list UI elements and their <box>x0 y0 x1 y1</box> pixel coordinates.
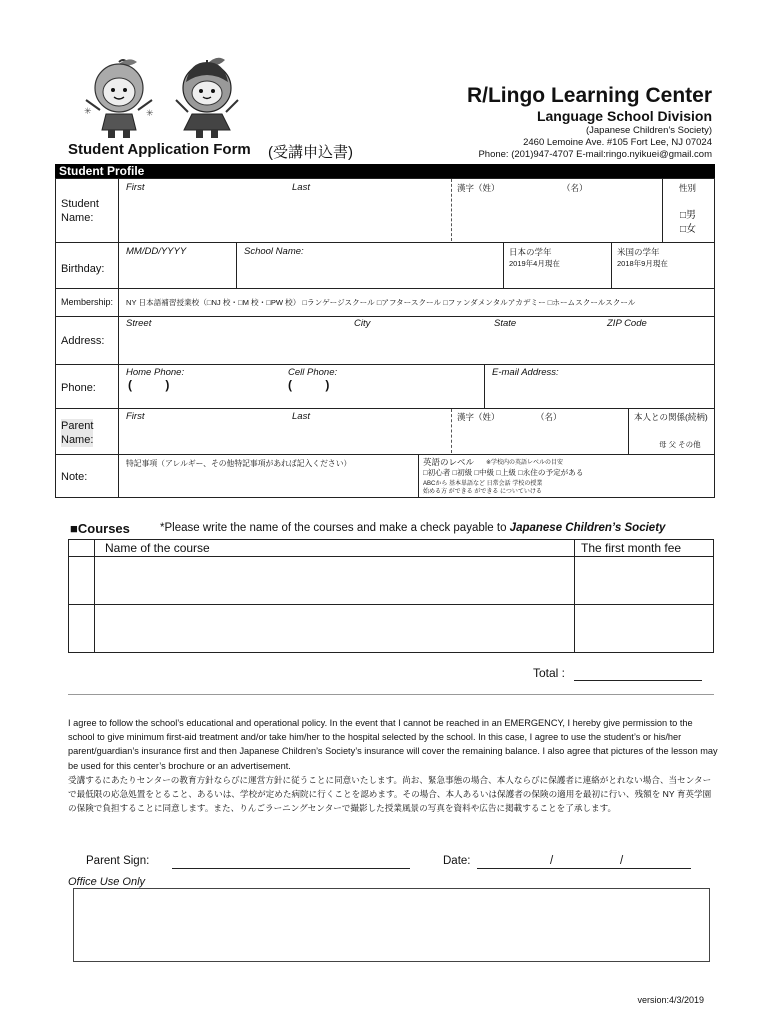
form-title: Student Application Form <box>68 141 251 158</box>
version-label: version:4/3/2019 <box>637 995 704 1005</box>
parent-last-name-field[interactable]: Last <box>292 411 310 422</box>
street-field[interactable]: Street <box>126 318 152 329</box>
parent-kanji-surname-field[interactable]: 漢字（姓） <box>457 412 500 422</box>
note-field[interactable]: 特記事項（アレルギー、その他特記事項があれば記入ください） <box>126 459 352 468</box>
english-level-sub1: ABCから 基本単語など 日常会話 学校の授業 <box>423 481 543 487</box>
address-row <box>56 317 714 365</box>
school-name-field[interactable]: School Name: <box>244 246 304 257</box>
membership-options[interactable]: NY 日本語補習授業校（□NJ 校・□M 校・□PW 校） □ランゲージスクール □アフタースクール □ファンダメンタルアカデミー □ホームスクールスクール <box>126 298 636 307</box>
student-name-label: Student Name: <box>61 198 99 224</box>
jp-grade-field[interactable]: 日本の学年 <box>509 247 552 257</box>
phone-label: Phone: <box>61 382 96 394</box>
course-fee-header: The first month fee <box>581 541 682 555</box>
division-name: Language School Division <box>536 108 712 124</box>
us-grade-field[interactable]: 米国の学年 <box>617 247 660 257</box>
parent-first-name-field[interactable]: First <box>126 411 145 422</box>
date-slash: / <box>620 855 624 867</box>
student-name-row <box>56 179 714 243</box>
svg-text:✳: ✳ <box>146 109 154 119</box>
form-title-jp: (受講申込書) <box>268 144 353 161</box>
state-field[interactable]: State <box>494 318 517 329</box>
email-field[interactable]: E-mail Address: <box>492 367 559 378</box>
org-name: R/Lingo Learning Center <box>466 84 712 107</box>
payee-name: Japanese Children’s Society <box>509 522 666 534</box>
student-profile-header: Student Profile <box>55 164 715 178</box>
english-level-options[interactable]: □初心者 □初級 □中級 □上級 □永住の予定がある <box>423 468 584 477</box>
birthday-row <box>56 243 714 289</box>
org-contact: Phone: (201)947-4707 E-mail:ringo.nyikuei@gmail.com <box>478 149 712 160</box>
courses-table <box>68 539 714 653</box>
us-grade-note: 2018年9月現在 <box>617 259 668 268</box>
home-phone-field[interactable]: Home Phone: <box>126 367 185 378</box>
total-label: Total : <box>533 666 566 680</box>
separator-line <box>68 694 714 695</box>
birthday-label: Birthday: <box>61 263 105 275</box>
zip-field[interactable]: ZIP Code <box>607 318 647 329</box>
svg-text:✳: ✳ <box>84 107 92 117</box>
total-field[interactable] <box>574 680 702 681</box>
cell-phone-field[interactable]: Cell Phone: <box>288 367 338 378</box>
apple-boy-logo <box>82 58 156 140</box>
jp-grade-note: 2019年4月現在 <box>509 259 560 268</box>
english-level-title: 英語のレベル <box>423 457 475 467</box>
student-last-name-field[interactable]: Last <box>292 182 310 193</box>
birthday-field[interactable]: MM/DD/YYYY <box>126 246 187 257</box>
courses-note: *Please write the name of the courses and make a check payable to Japanese Children’s Society <box>160 522 666 534</box>
courses-heading: ■Courses <box>70 521 130 536</box>
gender-male-checkbox[interactable]: □男 <box>680 210 697 221</box>
date-field[interactable] <box>477 868 691 869</box>
student-profile-table <box>55 178 715 498</box>
office-use-box <box>73 888 710 962</box>
gender-female-checkbox[interactable]: □女 <box>680 224 697 235</box>
org-address: 2460 Lemoine Ave. #105 Fort Lee, NJ 07024 <box>523 137 712 148</box>
note-label: Note: <box>61 471 88 483</box>
office-use-label: Office Use Only <box>68 876 146 888</box>
english-level-note: ※学校内の英語レベルの目安 <box>486 460 564 466</box>
parent-sign-label: Parent Sign: <box>86 855 150 867</box>
date-label: Date: <box>443 855 471 867</box>
parent-name-label: Parent Name: <box>61 420 94 446</box>
parent-kanji-given-field[interactable]: （名） <box>536 412 562 422</box>
parent-name-row <box>56 409 714 455</box>
courses-header-row <box>69 540 713 557</box>
agreement-text <box>68 716 718 815</box>
parent-sign-field[interactable] <box>172 868 410 869</box>
note-row <box>56 455 714 497</box>
home-phone-area-code[interactable]: ( ) <box>128 378 170 392</box>
course-name-header: Name of the course <box>105 541 210 555</box>
date-slash: / <box>550 855 554 867</box>
student-first-name-field[interactable]: First <box>126 182 145 193</box>
city-field[interactable]: City <box>354 318 371 329</box>
parent-relation-options: 母 父 その他 <box>659 440 701 449</box>
membership-label: Membership: <box>61 297 114 307</box>
agreement-jp: 受講するにあたりセンターの教育方針ならびに運営方針に従うことに同意いたします。尚お、緊急事態の場合、本人ならびに保護者に連絡がとれない場合、当センターで最低限の応急処置をとること、あるいは、学校が定めた病院に行くことを認めます。その場合、本人あるいは保護者の保険の適用を最初に行い、残額を NY 育英学園の保険で負担することに同意します。また、りんごラーニングセンターで撮影した授業風景の写真を資料や広告に掲載することを了承します。 <box>68 774 712 814</box>
agreement-en: I agree to follow the school’s educational and operational policy. In the event that I cannot be reached in an EMERGENCY, I hereby give permission to the school to give minimum first-aid treatment and/or take him/her to the hospital selected by the school. In this case, I agree to use the student’s or his/her parent/guardian’s insurance first and then Japanese Children’s Society’s insurance will cover the remaining balance. I also agree that pictures of the lesson may be used for this center’s brochure or an advertisement. <box>68 718 718 771</box>
phone-row <box>56 365 714 409</box>
english-level-sub2: 始める方 ができる ができる についていける <box>423 489 542 495</box>
course-row[interactable] <box>69 605 713 652</box>
membership-row <box>56 289 714 317</box>
student-kanji-surname-field[interactable]: 漢字（姓） <box>457 183 500 193</box>
cell-phone-area-code[interactable]: ( ) <box>288 378 330 392</box>
student-kanji-given-field[interactable]: （名） <box>562 183 588 193</box>
apple-girl-logo <box>168 56 246 140</box>
address-label: Address: <box>61 335 105 347</box>
gender-label: 性別 <box>679 183 697 193</box>
parent-relation-field[interactable]: 本人との関係(続柄) <box>634 412 708 422</box>
course-row[interactable] <box>69 557 713 605</box>
society-name: (Japanese Children’s Society) <box>585 125 712 136</box>
